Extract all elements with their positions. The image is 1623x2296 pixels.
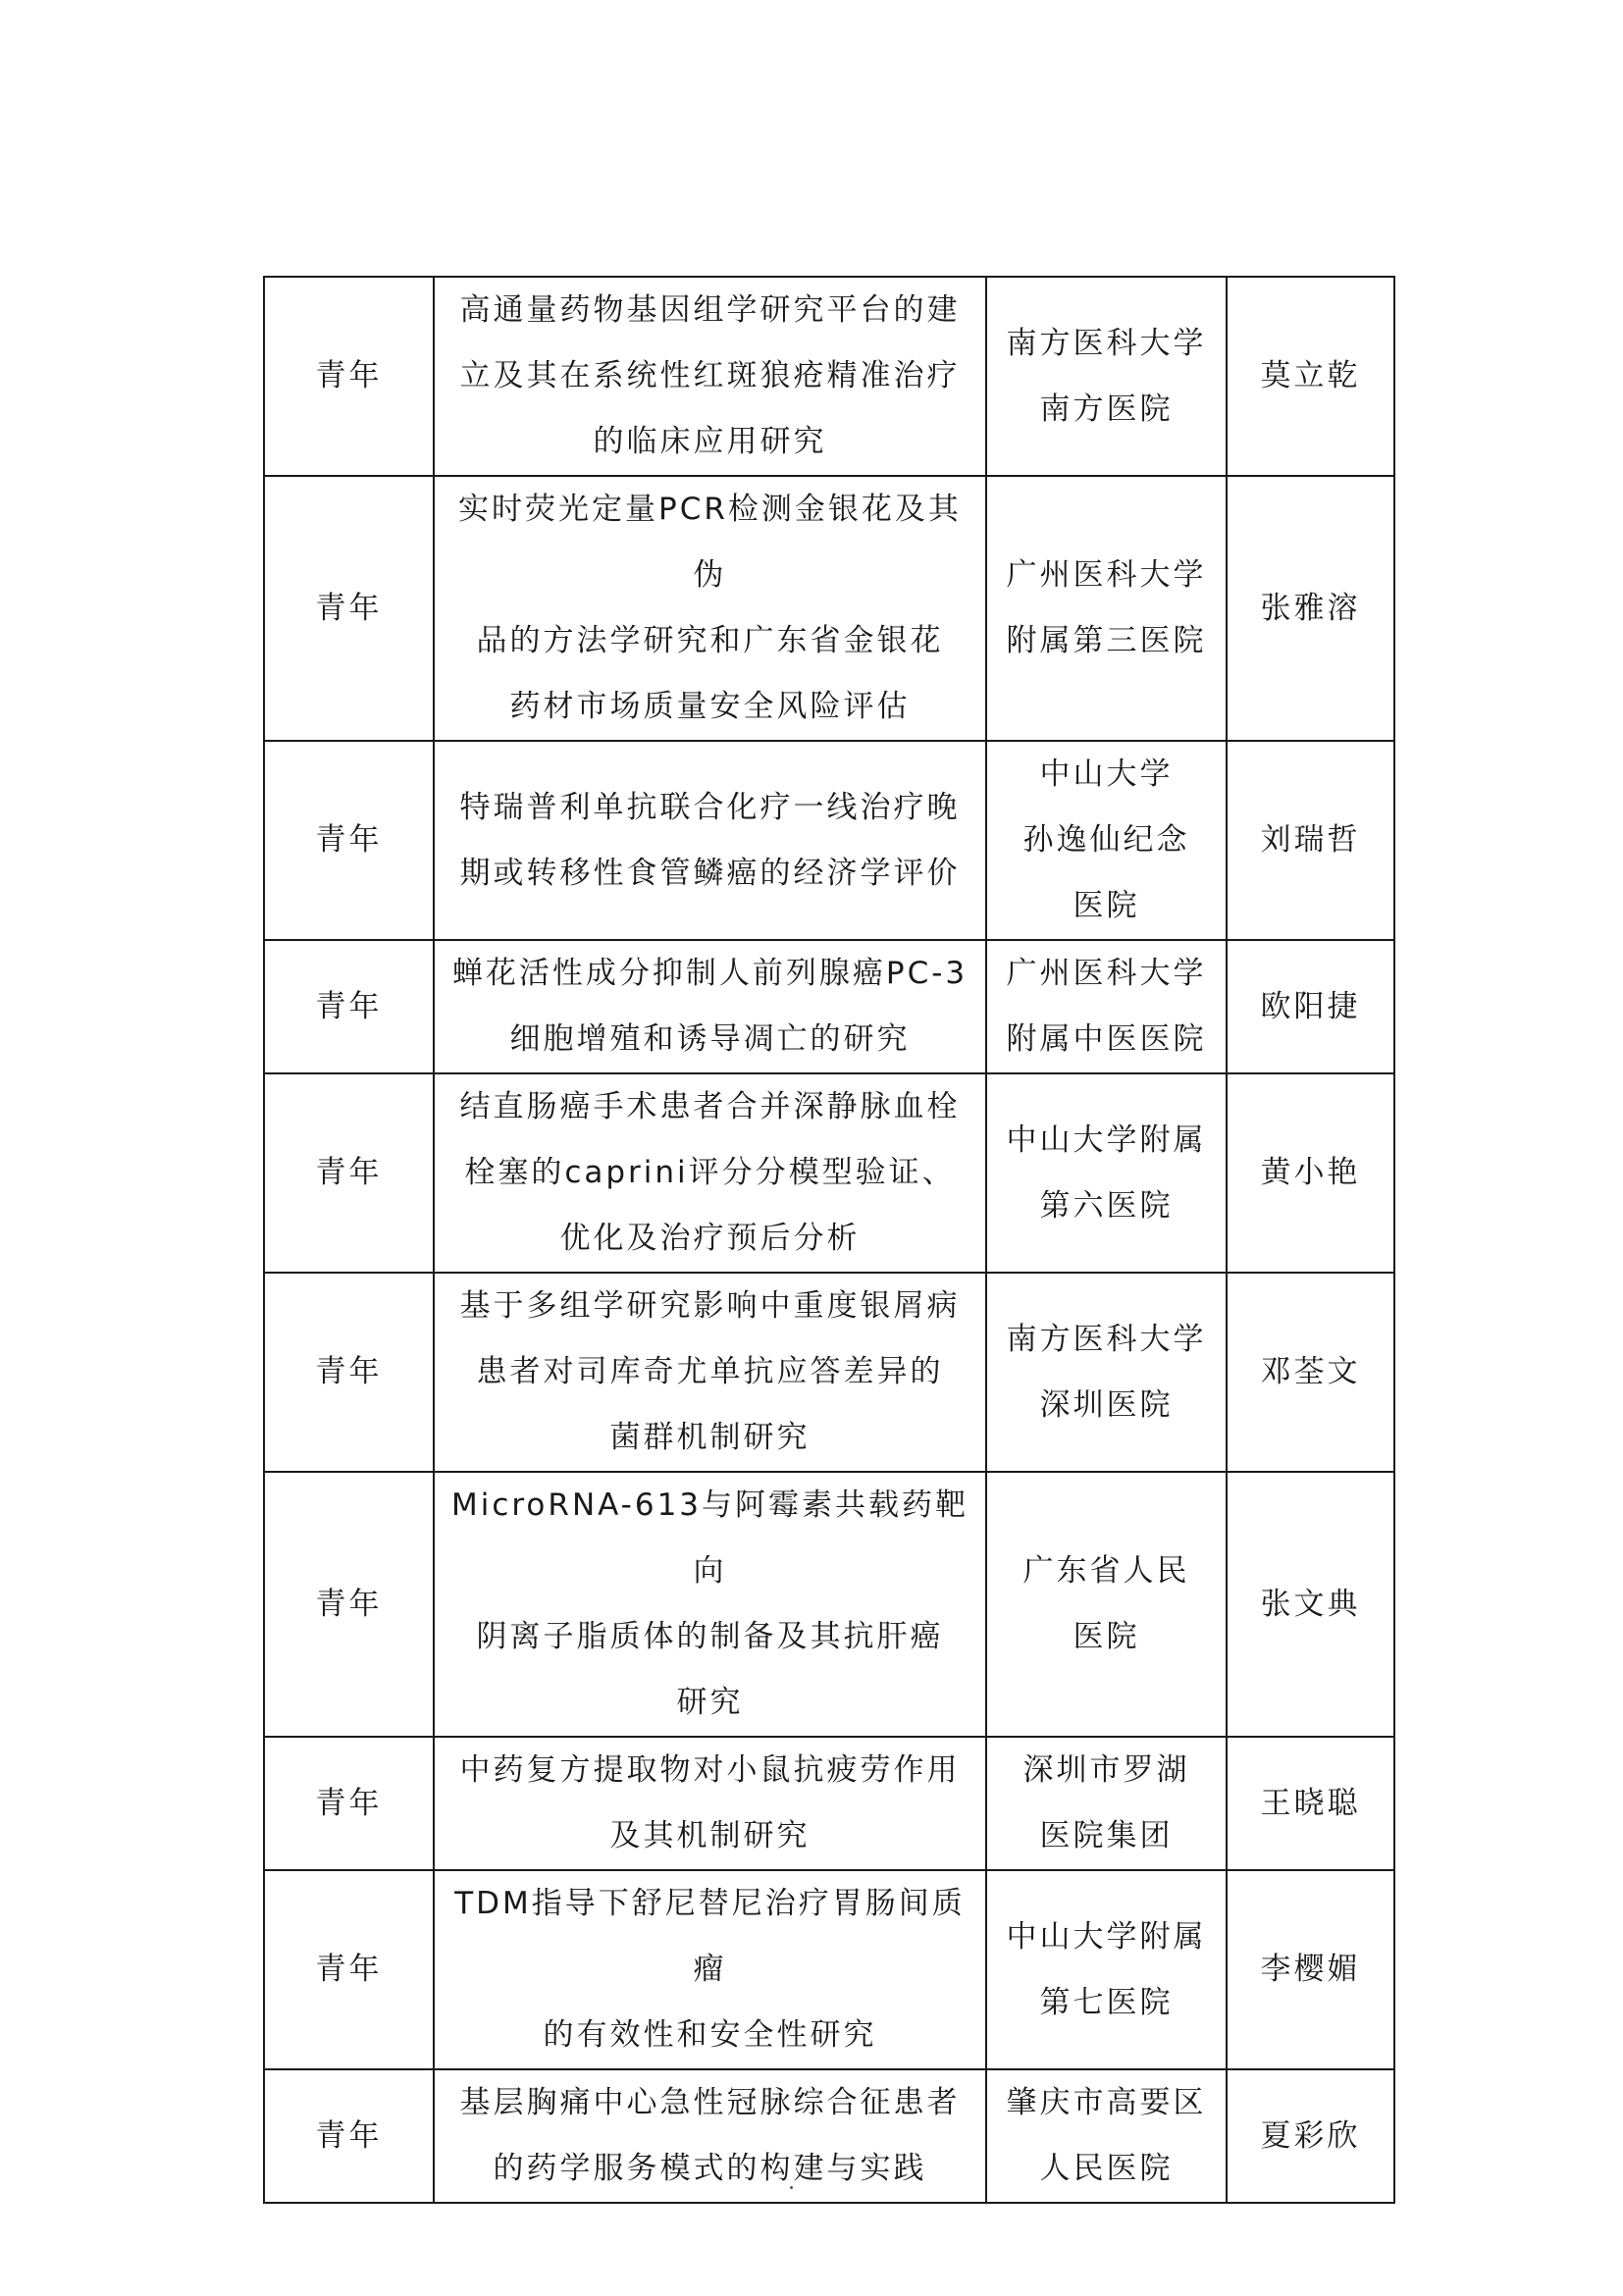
table-row [264,1870,1394,2069]
unit-cell [986,1472,1227,1737]
unit-line: 中山大学附属 [1006,1918,1207,1955]
name-cell: 夏彩欣 [1227,2069,1394,2203]
project-cell [434,1472,986,1737]
project-line: 的有效性和安全性研究 [543,2017,877,2053]
unit-line: 孙逸仙纪念 [1022,822,1190,858]
project-line: 细胞增殖和诱导凋亡的研究 [509,1021,911,1057]
project-line: 基于多组学研究影响中重度银屑病 [459,1288,961,1324]
unit-cell [986,476,1227,741]
project-cell [434,1737,986,1870]
category-cell: 青年 [264,1737,434,1870]
table-row [264,940,1394,1073]
unit-cell [986,1273,1227,1472]
name-cell: 邓荃文 [1227,1273,1394,1472]
table-row [264,2069,1394,2203]
unit-cell [986,741,1227,940]
unit-line: 肇庆市高要区 [1006,2085,1207,2120]
unit-cell [986,1737,1227,1870]
project-line: 栓塞的caprini评分分模型验证、 [464,1155,956,1190]
project-line: 及其机制研究 [609,1818,811,1853]
unit-cell [986,1870,1227,2069]
scan-speck [790,2186,793,2189]
category-cell: 青年 [264,1273,434,1472]
name-cell: 张雅溶 [1227,476,1394,741]
project-cell [434,1073,986,1273]
name-cell: 黄小艳 [1227,1073,1394,1273]
table-row [264,1472,1394,1737]
category-cell: 青年 [264,476,434,741]
table-row [264,277,1394,476]
unit-line: 附属第三医院 [1006,623,1207,658]
unit-cell [986,940,1227,1073]
project-line: 期或转移性食管鳞癌的经济学评价 [459,855,961,891]
table-row [264,1273,1394,1472]
unit-line: 南方医院 [1039,391,1174,427]
project-line: 立及其在系统性红斑狼疮精准治疗 [459,358,961,393]
unit-line: 中山大学附属 [1006,1122,1207,1158]
name-cell: 王晓聪 [1227,1737,1394,1870]
project-line: 药材市场质量安全风险评估 [509,689,911,724]
category-cell: 青年 [264,1870,434,2069]
name-cell: 欧阳捷 [1227,940,1394,1073]
unit-line: 第六医院 [1039,1187,1174,1224]
table-row [264,1073,1394,1273]
project-cell [434,940,986,1073]
project-line: 品的方法学研究和广东省金银花 [476,623,944,658]
project-line: 结直肠癌手术患者合并深静脉血栓 [459,1089,961,1124]
category-cell: 青年 [264,2069,434,2203]
project-cell [434,476,986,741]
project-line: 实时荧光定量PCR检测金银花及其伪 [458,492,962,593]
name-cell: 张文典 [1227,1472,1394,1737]
unit-line: 广东省人民 [1022,1553,1190,1589]
project-line: 的临床应用研究 [593,424,827,459]
unit-line: 人民医院 [1039,2151,1174,2186]
unit-line: 第七医院 [1039,1984,1174,2020]
project-line: 特瑞普利单抗联合化疗一线治疗晚 [459,789,961,825]
unit-line: 中山大学 [1039,757,1174,792]
unit-line: 南方医科大学 [1006,325,1207,361]
project-cell [434,277,986,476]
name-cell: 莫立乾 [1227,277,1394,476]
unit-line: 深圳市罗湖 [1022,1752,1190,1788]
category-cell: 青年 [264,940,434,1073]
project-line: TDM指导下舒尼替尼治疗胃肠间质瘤 [454,1886,966,1987]
unit-cell [986,277,1227,476]
project-cell [434,741,986,940]
unit-line: 广州医科大学 [1006,956,1207,991]
unit-cell [986,1073,1227,1273]
table-row [264,1737,1394,1870]
name-cell: 刘瑞哲 [1227,741,1394,940]
category-cell: 青年 [264,1073,434,1273]
project-line: 的药学服务模式的构建与实践 [493,2151,927,2186]
unit-cell [986,2069,1227,2203]
project-cell [434,1273,986,1472]
unit-line: 深圳医院 [1039,1386,1174,1423]
category-cell: 青年 [264,741,434,940]
table-row [264,741,1394,940]
project-cell [434,1870,986,2069]
unit-line: 医院 [1073,1619,1140,1654]
project-table [263,276,1395,2204]
table-row [264,476,1394,741]
project-line: 中药复方提取物对小鼠抗疲劳作用 [459,1752,961,1788]
unit-line: 医院 [1073,888,1140,923]
project-cell [434,2069,986,2203]
project-line: 蝉花活性成分抑制人前列腺癌PC-3 [451,956,969,991]
project-line: 阴离子脂质体的制备及其抗肝癌 [476,1619,944,1654]
project-line: 基层胸痛中心急性冠脉综合征患者 [459,2085,961,2120]
project-line: 研究 [676,1685,744,1720]
category-cell: 青年 [264,1472,434,1737]
project-line: 高通量药物基因组学研究平台的建 [459,292,961,328]
project-line: MicroRNA-613与阿霉素共载药靶向 [450,1487,969,1589]
unit-line: 附属中医医院 [1006,1021,1207,1057]
project-line: 患者对司库奇尤单抗应答差异的 [476,1354,944,1389]
name-cell: 李樱媚 [1227,1870,1394,2069]
unit-line: 广州医科大学 [1006,557,1207,593]
category-cell: 青年 [264,277,434,476]
project-line: 菌群机制研究 [609,1420,811,1455]
unit-line: 南方医科大学 [1006,1321,1207,1357]
unit-line: 医院集团 [1039,1818,1174,1853]
project-line: 优化及治疗预后分析 [559,1221,861,1256]
